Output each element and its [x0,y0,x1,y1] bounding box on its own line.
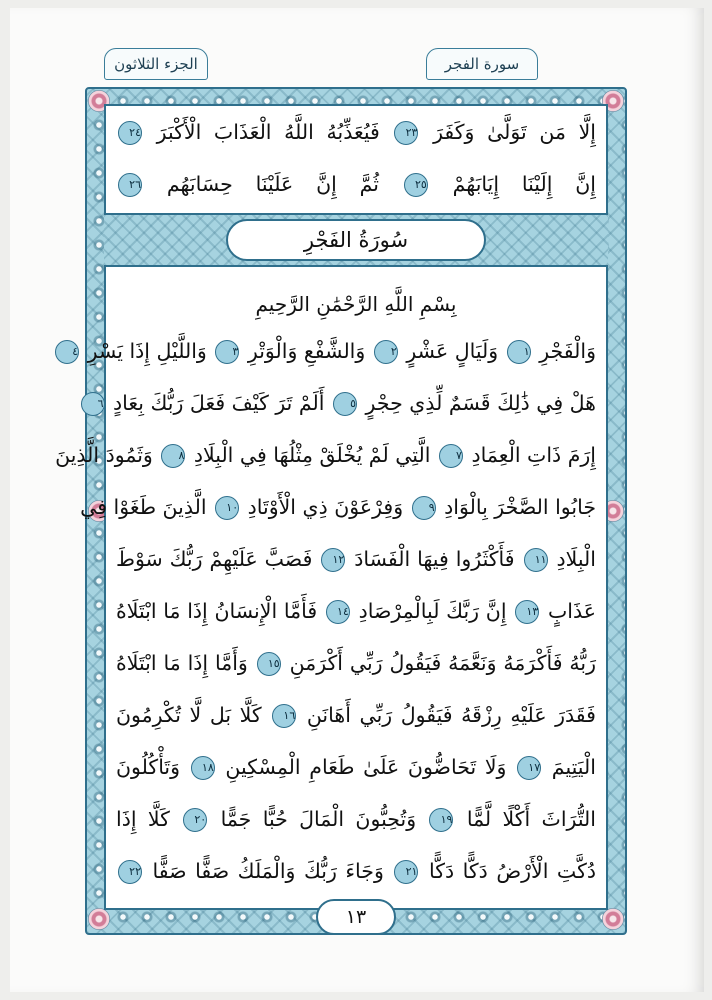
surah-title: سُورَةُ الفَجْرِ [226,219,486,261]
ayah-number-marker: ٢٦ [118,173,142,197]
ayah-number-marker: ٩ [412,496,436,520]
verse-line [116,742,596,792]
ayah-number-marker: ١٧ [517,756,541,780]
verse-text: إِلَّا مَن تَوَلَّىٰ وَكَفَرَ [433,120,596,144]
verse-line [116,690,596,740]
verse-line [116,846,596,896]
verse-text: الَّتِي لَمْ يُخْلَقْ مِثْلُهَا فِي الْبِلَادِ [193,443,431,467]
ayah-number-marker: ٧ [439,444,463,468]
verse-line [116,794,596,844]
verse-text: إِرَمَ ذَاتِ الْعِمَادِ [471,443,596,467]
ayah-number-marker: ٢١ [394,860,418,884]
ayah-number-marker: ٤ [55,340,79,364]
verse-text: الَّذِينَ طَغَوْا فِي [80,495,207,519]
verse-line [116,638,596,688]
verse-text: الْبِلَادِ [556,547,596,571]
verse-text: وَلَا تَحَاضُّونَ عَلَىٰ طَعَامِ الْمِسْكِينِ [225,755,507,779]
verse-line [72,326,596,376]
verse-text: أَلَمْ تَرَ كَيْفَ فَعَلَ رَبُّكَ بِعَادٍ [113,391,325,415]
verse-text: دُكَّتِ الْأَرْضُ دَكًّا دَكًّا [428,859,596,883]
verse-text: كَلَّا بَل لَّا تُكْرِمُونَ [116,703,262,727]
rosette-icon [602,908,624,930]
verse-text: فَأَكْثَرُوا فِيهَا الْفَسَادَ [354,547,515,571]
verse-line [116,534,596,584]
verse-text: إِنَّ إِلَيْنَا إِيَابَهُمْ [452,172,596,196]
ayah-number-marker: ١٨ [191,756,215,780]
verse-text: كَلَّا إِذَا [116,807,170,831]
juz-header: الجزء الثلاثون [104,48,208,80]
verse-text: وَأَمَّا إِذَا مَا ابْتَلَاهُ [116,651,248,675]
surah-header: سورة الفجر [426,48,538,80]
verse-text: فَأَمَّا الْإِنسَانُ إِذَا مَا ابْتَلَاهُ [116,599,318,623]
ayah-number-marker: ١٩ [429,808,453,832]
ayah-number-marker: ٢٥ [404,173,428,197]
verse-text: التُّرَاثَ أَكْلًا لَّمًّا [466,807,596,831]
verse-line [97,378,596,428]
verse-text: عَذَابٍ [547,599,596,623]
ayah-number-marker: ٥ [333,392,357,416]
ayah-number-marker: ٢ [374,340,398,364]
verse-text: فَيُعَذِّبُهُ اللَّهُ الْعَذَابَ الْأَكْبَرَ [156,120,380,144]
ayah-number-marker: ١٣ [515,600,539,624]
verse-text: ثُمَّ إِنَّ عَلَيْنَا حِسَابَهُم [166,172,379,196]
verse-line [116,159,596,209]
ayah-number-marker: ٢٢ [118,860,142,884]
verse-text: الْيَتِيمَ [551,755,596,779]
ayah-number-marker: ١٥ [257,652,281,676]
ayah-number-marker: ١١ [524,548,548,572]
ayah-number-marker: ٢٠ [183,808,207,832]
verse-text: وَالْفَجْرِ [539,339,596,363]
ayah-number-marker: ٣ [215,340,239,364]
verse-text: وَجَاءَ رَبُّكَ وَالْمَلَكُ صَفًّا صَفًّا [152,859,384,883]
ayah-number-marker: ١ [507,340,531,364]
verse-text: وَلَيَالٍ عَشْرٍ [406,339,499,363]
rosette-icon [88,908,110,930]
ayah-number-marker: ١٠ [215,496,239,520]
ayah-number-marker: ٦ [81,392,105,416]
ayah-number-marker: ١٦ [272,704,296,728]
ayah-number-marker: ١٤ [326,600,350,624]
verse-text: وَفِرْعَوْنَ ذِي الْأَوْتَادِ [247,495,404,519]
verse-text: فَصَبَّ عَلَيْهِمْ رَبُّكَ سَوْطَ [116,547,313,571]
ayah-number-marker: ٢٣ [394,121,418,145]
page-number: ١٣ [316,899,396,935]
verse-text: وَاللَّيْلِ إِذَا يَسْرِ [87,339,207,363]
verse-text: رَبُّهُ فَأَكْرَمَهُ وَنَعَّمَهُ فَيَقُولُ رَبِّي أَكْرَمَنِ [289,651,596,675]
verse-text: وَتُحِبُّونَ الْمَالَ حُبًّا جَمًّا [220,807,417,831]
verse-text: وَثَمُودَ الَّذِينَ [55,443,153,467]
basmala: بِسْمِ اللَّهِ الرَّحْمَٰنِ الرَّحِيمِ [255,292,457,316]
verse-text: وَالشَّفْعِ وَالْوَتْرِ [247,339,366,363]
verse-line [116,586,596,636]
verse-text: وَتَأْكُلُونَ [116,755,181,779]
verse-text: إِنَّ رَبَّكَ لَبِالْمِرْصَادِ [358,599,507,623]
verse-text: جَابُوا الصَّخْرَ بِالْوَادِ [444,495,596,519]
ayah-number-marker: ٨ [161,444,185,468]
verse-line [116,107,596,157]
ayah-number-marker: ١٢ [321,548,345,572]
verse-text: فَقَدَرَ عَلَيْهِ رِزْقَهُ فَيَقُولُ رَبِّي أَهَانَنِ [306,703,596,727]
verse-text: هَلْ فِي ذَٰلِكَ قَسَمٌ لِّذِي حِجْرٍ [365,391,596,415]
verse-line [80,482,596,532]
verse-line [55,430,596,480]
ayah-number-marker: ٢٤ [118,121,142,145]
